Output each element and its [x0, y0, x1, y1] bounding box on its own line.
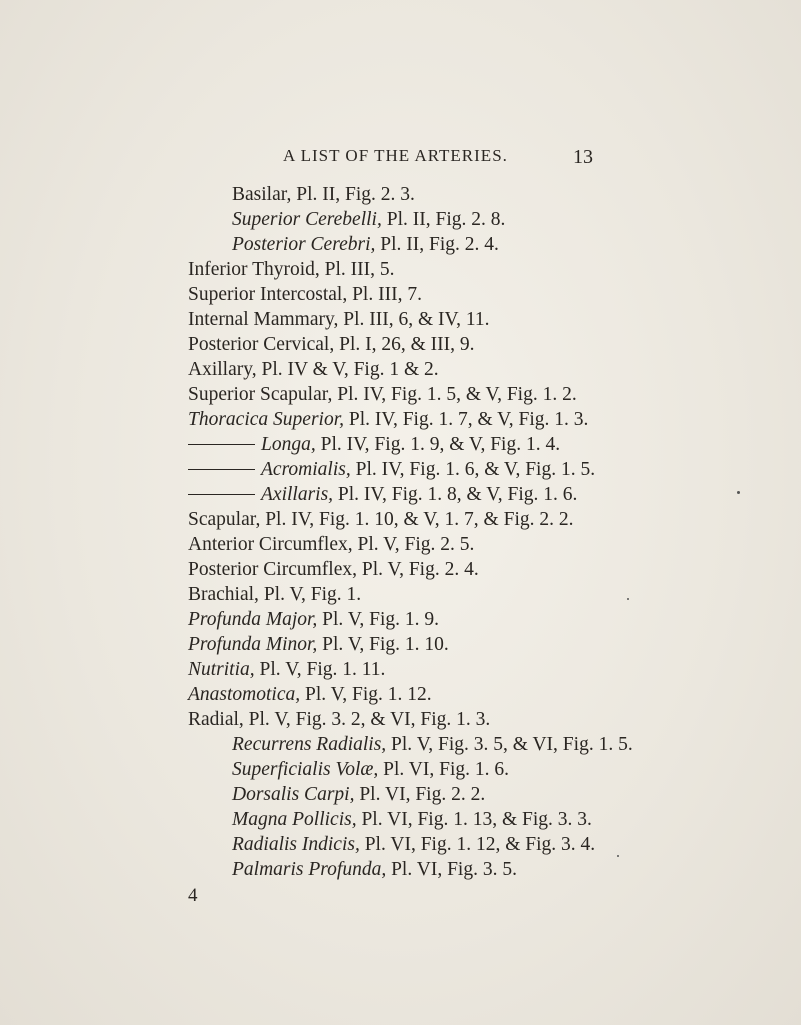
- plate-reference: Pl. V, Fig. 1. 12.: [300, 684, 432, 705]
- entry-line: [232, 185, 415, 205]
- artery-name: Profunda Major,: [188, 609, 318, 630]
- plate-reference: Pl. IV & V, Fig. 1 & 2.: [256, 359, 439, 380]
- plate-reference: Pl. V, Fig. 1.: [258, 584, 362, 605]
- plate-reference: Pl. VI, Fig. 2. 2.: [354, 784, 486, 805]
- plate-reference: Pl. V, Fig. 1. 9.: [317, 609, 440, 630]
- paper-speck: [627, 598, 629, 600]
- plate-reference: Pl. VI, Fig. 3. 5.: [386, 859, 517, 880]
- artery-name: Magna Pollicis,: [232, 809, 357, 830]
- plate-reference: Pl. II, Fig. 2. 8.: [381, 209, 506, 230]
- entry-line: [188, 685, 432, 705]
- ditto-dash: [188, 469, 255, 470]
- entry-line: [232, 860, 517, 880]
- plate-reference: Pl. IV, Fig. 1. 7, & V, Fig. 1. 3.: [344, 409, 589, 430]
- entry-line: [188, 635, 449, 655]
- plate-reference: Pl. V, Fig. 2. 5.: [352, 534, 475, 555]
- plate-reference: Pl. IV, Fig. 1. 8, & V, Fig. 1. 6.: [333, 484, 578, 505]
- artery-name: Thoracica Superior,: [188, 409, 344, 430]
- artery-name: Brachial,: [188, 584, 259, 605]
- entry-line: [188, 260, 395, 280]
- artery-name: Nutritia,: [188, 659, 255, 680]
- plate-reference: Pl. IV, Fig. 1. 6, & V, Fig. 1. 5.: [350, 459, 596, 480]
- artery-name: Axillaris,: [261, 484, 334, 505]
- artery-name: Anterior Circumflex,: [188, 534, 353, 555]
- entry-line: [188, 360, 439, 380]
- artery-name: Superior Scapular,: [188, 384, 333, 405]
- entry-line: [188, 560, 479, 580]
- artery-name: Posterior Circumflex,: [188, 559, 357, 580]
- artery-name: Superior Intercostal,: [188, 284, 348, 305]
- plate-reference: Pl. V, Fig. 1. 10.: [317, 634, 449, 655]
- entry-line: [188, 335, 475, 355]
- artery-name: Internal Mammary,: [188, 309, 339, 330]
- entry-line: [188, 585, 361, 605]
- artery-name: Dorsalis Carpi,: [232, 784, 355, 805]
- plate-reference: Pl. III, 5.: [319, 259, 395, 280]
- entry-line: [232, 210, 505, 230]
- artery-name: Profunda Minor,: [188, 634, 318, 655]
- plate-reference: Pl. VI, Fig. 1. 13, & Fig. 3. 3.: [356, 809, 592, 830]
- entry-line: [188, 410, 588, 430]
- artery-name: Inferior Thyroid,: [188, 259, 320, 280]
- artery-name: Axillary,: [188, 359, 257, 380]
- artery-name: Longa,: [261, 434, 316, 455]
- entry-line: [188, 510, 573, 530]
- plate-reference: Pl. III, 6, & IV, 11.: [338, 309, 490, 330]
- entry-line: [232, 760, 509, 780]
- entry-line: [188, 285, 422, 305]
- artery-name: Scapular,: [188, 509, 261, 530]
- artery-name: Palmaris Profunda,: [232, 859, 387, 880]
- artery-name: Basilar,: [232, 184, 292, 205]
- artery-name: Radialis Indicis,: [232, 834, 360, 855]
- artery-name: Acromialis,: [261, 459, 351, 480]
- artery-name: Superior Cerebelli,: [232, 209, 382, 230]
- ditto-dash: [188, 494, 255, 495]
- plate-reference: Pl. V, Fig. 1. 11.: [254, 659, 386, 680]
- entry-line: [232, 785, 485, 805]
- entry-line: [188, 610, 439, 630]
- paper-speck: [737, 491, 740, 494]
- running-header-title: A LIST OF THE ARTERIES.: [283, 146, 508, 165]
- artery-name: Recurrens Radialis,: [232, 734, 387, 755]
- plate-reference: Pl. VI, Fig. 1. 6.: [378, 759, 509, 780]
- entry-line: [188, 435, 560, 455]
- artery-name: Superficialis Volæ,: [232, 759, 379, 780]
- plate-reference: Pl. IV, Fig. 1. 5, & V, Fig. 1. 2.: [332, 384, 577, 405]
- entry-line: [232, 235, 499, 255]
- plate-reference: Pl. V, Fig. 2. 4.: [356, 559, 479, 580]
- entry-line: [188, 485, 577, 505]
- plate-reference: Pl. IV, Fig. 1. 10, & V, 1. 7, & Fig. 2. 2.: [260, 509, 574, 530]
- entry-line: [188, 460, 595, 480]
- entry-line: [232, 810, 592, 830]
- paper-speck: [617, 855, 619, 857]
- entry-line: [188, 660, 385, 680]
- ditto-dash: [188, 444, 255, 445]
- artery-name: Posterior Cerebri,: [232, 234, 376, 255]
- entry-line: [188, 385, 577, 405]
- plate-reference: Pl. III, 7.: [347, 284, 422, 305]
- plate-reference: Pl. II, Fig. 2. 3.: [291, 184, 415, 205]
- plate-reference: Pl. V, Fig. 3. 5, & VI, Fig. 1. 5.: [386, 734, 633, 755]
- entry-line: [232, 835, 595, 855]
- plate-reference: Pl. I, 26, & III, 9.: [334, 334, 475, 355]
- page-number: 13: [573, 146, 593, 168]
- entry-line: [232, 735, 633, 755]
- entry-line: [188, 710, 490, 730]
- plate-reference: Pl. IV, Fig. 1. 9, & V, Fig. 1. 4.: [315, 434, 561, 455]
- artery-name: Posterior Cervical,: [188, 334, 335, 355]
- entry-line: [188, 535, 474, 555]
- entry-line: [188, 310, 489, 330]
- plate-reference: Pl. V, Fig. 3. 2, & VI, Fig. 1. 3.: [243, 709, 491, 730]
- signature-mark: 4: [188, 885, 198, 906]
- plate-reference: Pl. II, Fig. 2. 4.: [375, 234, 499, 255]
- artery-name: Radial,: [188, 709, 244, 730]
- plate-reference: Pl. VI, Fig. 1. 12, & Fig. 3. 4.: [359, 834, 596, 855]
- artery-name: Anastomotica,: [188, 684, 301, 705]
